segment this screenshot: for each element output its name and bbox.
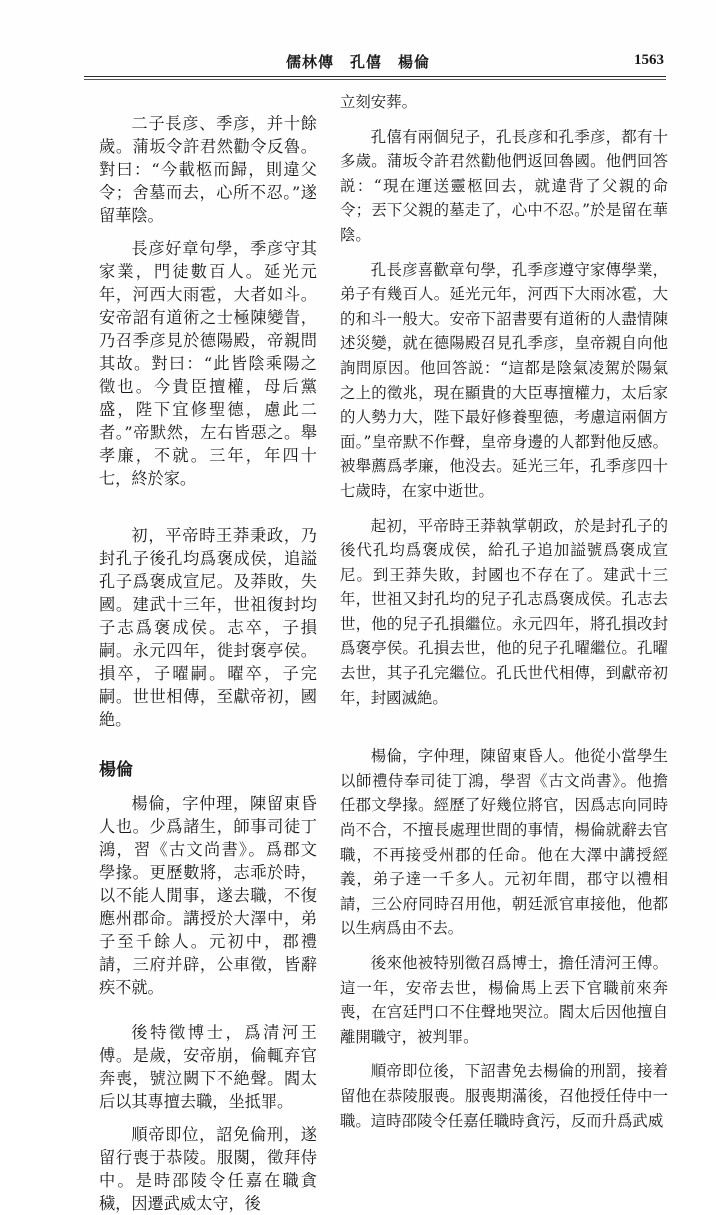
text-paragraph: 後特徵博士，爲清河王傅。是歲，安帝崩，倫輒弃官奔喪，號泣闕下不絶聲。閻太后以其專擅去職，坐抵罪。 bbox=[99, 1023, 317, 1111]
header-rule-thin bbox=[84, 79, 666, 80]
right-column-translation bbox=[340, 90, 668, 1133]
page-number: 1563 bbox=[634, 52, 664, 68]
text-paragraph: 長彦好章句學，季彦守其家業，門徒數百人。延光元年，河西大雨雹，大者如斗。安帝詔有道術之士極陳變眚，乃召季彦見於德陽殿，帝親問其故。對曰：“此皆陰乘陽之徵也。今貴臣擅權，母后黨盛，陛下宜修聖德，慮此二者。”帝默然，左右皆惡之。舉孝廉，不就。三年，年四十七，終於家。 bbox=[99, 239, 317, 488]
text-paragraph: 孔僖有兩個兒子，孔長彦和孔季彦，都有十多歲。蒲坂令許君然勸他們返回魯國。他們回答説：“現在運送靈柩回去，就違背了父親的命令；丟下父親的墓走了，心中不忍。”於是留在華陰。 bbox=[340, 127, 668, 244]
header-rule bbox=[84, 76, 666, 77]
text-paragraph: 孔長彦喜歡章句學，孔季彦遵守家傳學業，弟子有幾百人。延光元年，河西下大雨冰雹，大的和斗一般大。安帝下詔書要有道術的人盡情陳述災變，就在德陽殿召見孔季彦，皇帝親自向他詢問原因。他回答説：“這都是陰氣凌駕於陽氣之上的徵兆，現在顯貴的大臣專擅權力，太后家的人勢力大，陛下最好修養聖德，考慮這兩個方面。”皇帝默不作聲，皇帝身邊的人都對他反感。被舉薦爲孝廉，他没去。延光三年，孔季彦四十七歲時，在家中逝世。 bbox=[340, 260, 668, 500]
text-paragraph: 楊倫，字仲理，陳留東昏人也。少爲諸生，師事司徒丁鴻，習《古文尚書》。爲郡文學掾。更歷數將，志乖於時，以不能人閒事，遂去職，不復應州郡命。講授於大澤中，弟子至千餘人。元初中，郡禮請，三府并辟，公車徵，皆辭疾不就。 bbox=[99, 794, 317, 997]
text-paragraph: 立刻安葬。 bbox=[340, 93, 417, 111]
text-paragraph: 後來他被特别徵召爲博士，擔任清河王傅。這一年，安帝去世，楊倫馬上丟下官職前來奔喪，在宫廷門口不住聲地哭泣。閻太后因他擅自離開職守，被判罪。 bbox=[340, 954, 668, 1046]
running-header: 儒林傳 孔僖 楊倫 bbox=[285, 53, 430, 71]
text-paragraph: 初，平帝時王莽秉政，乃封孔子後孔均爲褒成侯，追謚孔子爲褒成宣尼。及莽敗，失國。建武十三年，世祖復封均子志爲褒成侯。志卒，子損嗣。永元四年，徙封褒亭侯。損卒，子曜嗣。曜卒，子完嗣。世世相傳，至獻帝初，國絶。 bbox=[99, 526, 317, 729]
text-paragraph: 二子長彦、季彦，并十餘歲。蒲坂令許君然勸令反魯。對曰：“今載柩而歸，則違父令；舍墓而去，心所不忍。”遂留華陰。 bbox=[99, 114, 317, 225]
text-paragraph: 順帝即位，詔免倫刑，遂留行喪于恭陵。服闋，徵拜侍中。是時邵陵令任嘉在職貪穢，因遷武威太守，後 bbox=[99, 1125, 317, 1213]
text-paragraph: 順帝即位後，下詔書免去楊倫的刑罰，接着留他在恭陵服喪。服喪期滿後，召他授任侍中一職。這時邵陵令任嘉任職時貪污，反而升爲武威 bbox=[340, 1062, 668, 1130]
text-paragraph: 起初，平帝時王莽執掌朝政，於是封孔子的後代孔均爲褒成侯，給孔子追加謚號爲褒成宣尼。到王莽失敗，封國也不存在了。建武十三年，世祖又封孔均的兒子孔志爲褒成侯。孔志去世，他的兒子孔損繼位。永元四年，將孔損改封爲褒亭侯。孔損去世，他的兒子孔曜繼位。孔曜去世，其子孔完繼位。孔氏世代相傳，到獻帝初年，封國滅絶。 bbox=[340, 516, 668, 707]
section-heading: 楊倫 bbox=[99, 760, 133, 780]
left-column-classical-text bbox=[99, 90, 317, 1215]
text-paragraph: 楊倫，字仲理，陳留東昏人。他從小當學生以師禮侍奉司徒丁鴻，學習《古文尚書》。他擔任郡文學掾。經歷了好幾位將官，因爲志向同時尚不合，不擅長處理世間的事情，楊倫就辭去官職，不再接受州郡的任命。他在大澤中講授經義，弟子達一千多人。元初年間，郡守以禮相請，三公府同時召用他，朝廷派官車接他，他都以生病爲由不去。 bbox=[340, 747, 668, 938]
